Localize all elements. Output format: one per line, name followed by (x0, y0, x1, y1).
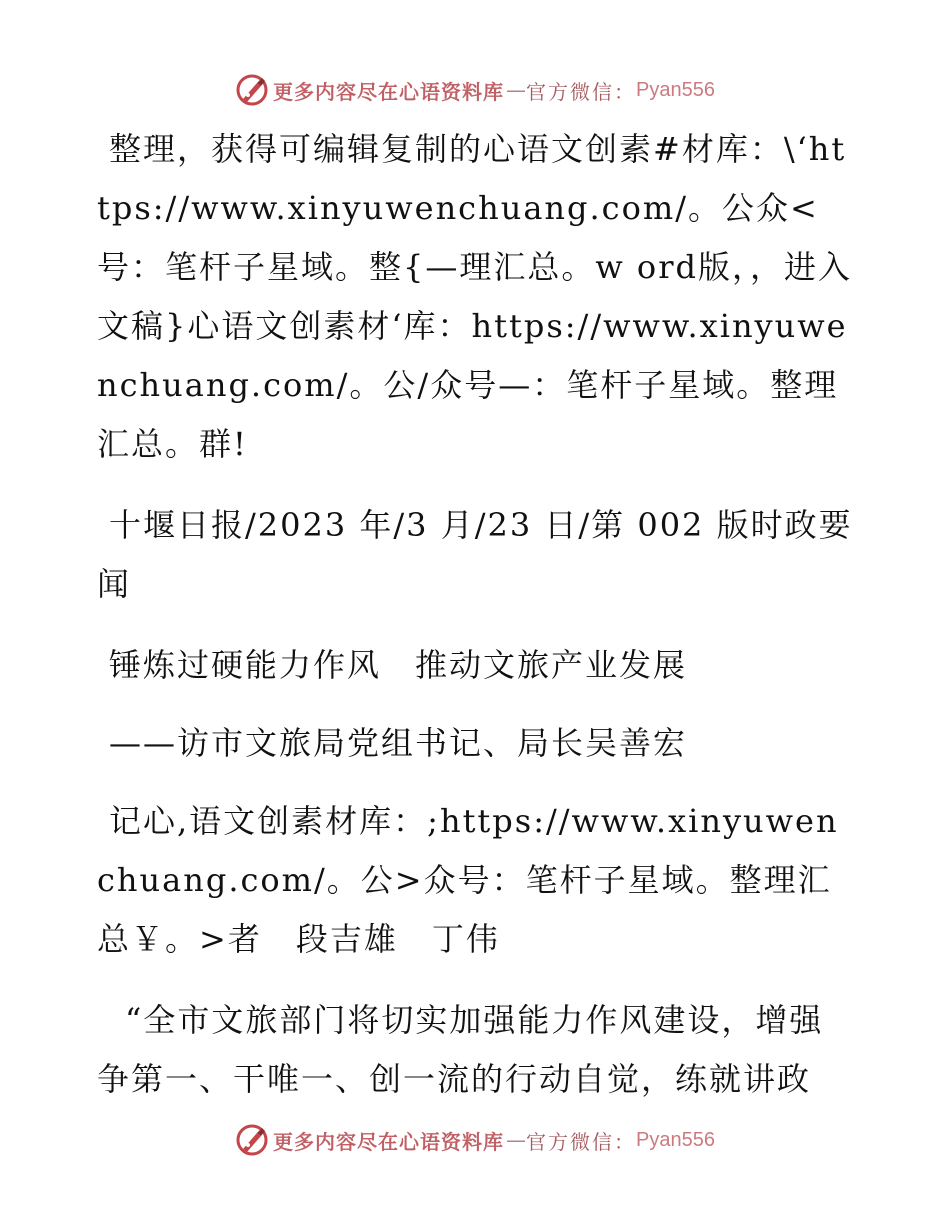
byline: 记心,语文创素材库：;https://www.xinyuwenchuang.com/。公>众号：笔杆子星域。整理汇总￥。>者 段吉雄 丁伟 (97, 802, 839, 958)
article-title: 锤炼过硬能力作风 推动文旅产业发展 (109, 646, 688, 684)
banner-wechat-id: Pyan556 (636, 1128, 715, 1151)
banner-wechat-id: Pyan556 (636, 78, 715, 101)
banner-text: 更多内容尽在心语资料库 (273, 1129, 505, 1154)
pen-logo-icon (235, 1123, 269, 1157)
article-subtitle: ——访市文旅局党组书记、局长吴善宏 (109, 724, 688, 762)
pen-logo-icon (235, 73, 269, 107)
banner-wechat-label: 官方微信： (526, 1129, 637, 1154)
banner-text: 更多内容尽在心语资料库 (273, 79, 505, 104)
banner-dash: — (506, 1128, 525, 1152)
banner-dash: — (506, 78, 525, 102)
footer-banner (0, 1120, 950, 1160)
intro-paragraph: 整理，获得可编辑复制的心语文创素#材库：\‘https://www.xinyuwenchuang.com/。公众<号：笔杆子星域。整{—理汇总。w ord版，，进入文稿}心语文创素材‘库：https://www.xinyuwenchuang.com/。公/众号—：笔杆子星域。整理汇总。群! (97, 130, 852, 463)
source-line: 十堰日报/2023 年/3 月/23 日/第 002 版时政要闻 (97, 506, 853, 603)
banner-wechat-label: 官方微信： (526, 79, 637, 104)
header-banner (0, 70, 950, 110)
document-content (97, 120, 857, 1109)
body-paragraph: “全市文旅部门将切实加强能力作风建设，增强争第一、干唯一、创一流的行动自觉，练就讲政 (97, 1001, 824, 1098)
